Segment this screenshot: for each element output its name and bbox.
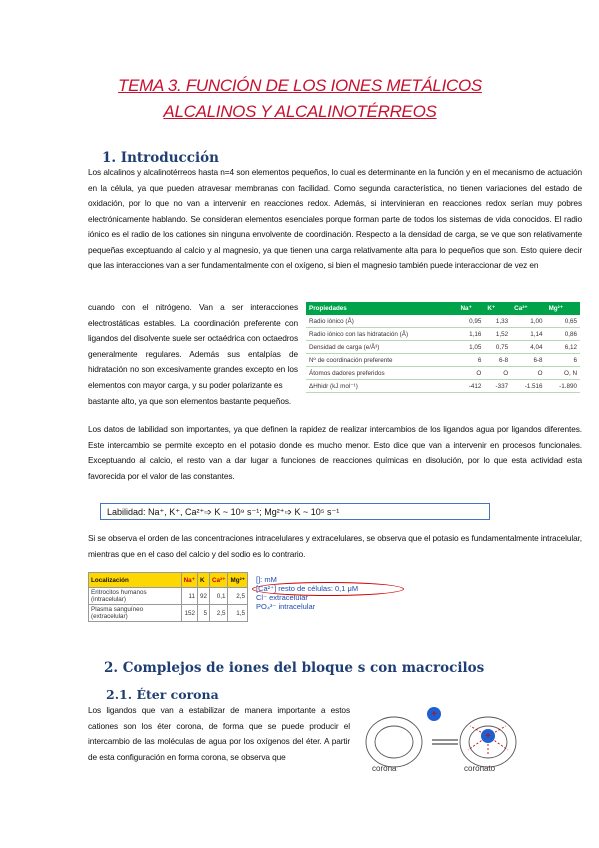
table-cell: Plasma sanguíneo (extracelular) [89, 605, 182, 622]
table-cell: 6-8 [484, 354, 511, 367]
table-cell: 6-8 [511, 354, 545, 367]
plus-sign: + [485, 731, 491, 742]
table-row [306, 328, 580, 341]
table-cell: 92 [197, 588, 209, 605]
table-row [306, 380, 580, 393]
table-cell: 1,00 [511, 315, 545, 328]
table-cell: ΔHhidr (kJ mol⁻¹) [306, 380, 458, 393]
table-cell: -337 [484, 380, 511, 393]
crown-ether-figure [356, 706, 546, 776]
intro-paragraph: Los alcalinos y alcalinotérreos hasta n=4 son elementos pequeños, lo cual es determinante en la función y en el mecanismo de actuación en la célula, ya que pueden atravesar membranas con facilidad. Como segunda característica, no tienen variaciones del estado de oxidación, por lo que no van a intervenir en reacciones redox. Además, si intervinieran en reacciones redox serían muy pobres electrónicamente hablando. Se consideran elementos esenciales porque forman parte de todos los sistemas de vida conocidos. El radio iónico es el radio de los cationes sin ninguna envolvente de coordinación. Respecto a la densidad de carga, se ve que son relativamente pequeñas exceptuando al calcio y al magnesio, ya que tienen una carga relativamente alta para lo pequeños que son. Esto quiere decir que las interacciones van a ser fundamentalmente con el oxígeno, si bien el magnesio también puede interaccionar de vez en [88, 167, 582, 270]
table-cell: O [458, 367, 485, 380]
header-cell: Na⁺ [458, 302, 485, 315]
corona-ring [366, 717, 422, 767]
table-cell: 11 [181, 588, 197, 605]
table-cell: O [484, 367, 511, 380]
section-1-heading: 1. Introducción [102, 150, 219, 166]
plus-sign: + [431, 709, 437, 720]
table-cell: 1,14 [511, 328, 545, 341]
table-cell: Radio iónico con las hidratación (Å) [306, 328, 458, 341]
header-cell: Ca²⁺ [210, 573, 228, 588]
table-cell: 1,33 [484, 315, 511, 328]
table-cell: -1.516 [511, 380, 545, 393]
table-cell: 1,16 [458, 328, 485, 341]
note-phosphate: PO₄³⁻ intracelular [256, 602, 316, 611]
header-cell: Mg²⁺ [228, 573, 248, 588]
coronato-label: coronato [464, 764, 496, 773]
table-cell: 1,5 [228, 605, 248, 622]
red-annotation-circle [252, 582, 404, 596]
table-cell: 0,86 [546, 328, 580, 341]
table-row [306, 367, 580, 380]
note-calcium: [Ca²⁺] resto de células: 0,1 μM [256, 584, 359, 593]
table-cell: -1.890 [546, 380, 580, 393]
table-cell: 0,65 [546, 315, 580, 328]
table-cell: Nº de coordinación preferente [306, 354, 458, 367]
lability-formula-box: Labilidad: Na⁺, K⁺, Ca²⁺➩ K ~ 10⁹ s⁻¹; Mg²⁺➩ K ~ 10⁵ s⁻¹ [100, 503, 490, 520]
header-cell: Propiedades [306, 302, 458, 315]
table-header-row [306, 302, 580, 315]
table-cell: Átomos dadores preferidos [306, 367, 458, 380]
table-cell: Eritrocitos humanos (intracelular) [89, 588, 182, 605]
concentration-paragraph: Si se observa el orden de las concentraciones intracelulares y extracelulares, se observa que el potasio es fundamentalmente intracelular, mientras que en el caso del calcio y del sodio es lo contrario. [88, 533, 582, 559]
table-header-row [89, 573, 248, 588]
table-cell: O [511, 367, 545, 380]
table-cell: 6 [546, 354, 580, 367]
table-row [89, 588, 248, 605]
intro-side-paragraph: cuando con el nitrógeno. Van a ser interacciones electrostáticas estables. La coordinación preferente con ligandos del disolvente suele ser octaédrica con octaedros generalmente regulares. Además sus entalpías de hidratación no son excesivamente grandes excepto en los elementos con mayor carga, y su poder polarizante es [88, 302, 298, 390]
table-row [306, 315, 580, 328]
corona-label: corona [372, 764, 397, 773]
intro-end-line: bastante alto, ya que son elementos bastante pequeños. [88, 396, 292, 406]
table-row [306, 354, 580, 367]
concentration-table [88, 572, 248, 622]
table-row [306, 341, 580, 354]
ion-properties-table [306, 302, 580, 393]
crown-ether-paragraph: Los ligandos que van a estabilizar de manera importante a estos cationes son los éter corona, de forma que se puede producir el intercambio de las moléculas de agua por los oxígenos del éter. A partir de esta configuración en forma corona, se observa que [88, 705, 350, 762]
note-units: []: mM [256, 575, 277, 584]
section-2-heading: 2. Complejos de iones del bloque s con macrocilos [104, 660, 485, 676]
table-cell: 0,1 [210, 588, 228, 605]
table-cell: Radio iónico (Å) [306, 315, 458, 328]
table-cell: 6 [458, 354, 485, 367]
table-row [89, 605, 248, 622]
table-cell: O, N [546, 367, 580, 380]
header-cell: K⁺ [484, 302, 511, 315]
subsection-2-1-heading: 2.1. Éter corona [106, 687, 219, 702]
note-chloride: Cl⁻ extracelular [256, 593, 308, 602]
header-cell: Localización [89, 573, 182, 588]
table-cell: 6,12 [546, 341, 580, 354]
table-cell: 5 [197, 605, 209, 622]
table-cell: 1,05 [458, 341, 485, 354]
title-line-2: ALCALINOS Y ALCALINOTÉRREOS [163, 102, 437, 121]
header-cell: Ca²⁺ [511, 302, 545, 315]
lability-paragraph: Los datos de labilidad son importantes, ya que definen la rapidez de realizar intercambios de los ligandos agua por ligandos diferentes. Este intercambio se permite excepto en el potasio donde es mucho menor. Esto dice que van a intervenir en procesos funcionales. Exceptuando al calcio, el resto van a dar lugar a funciones de reacciones químicas en disolución, por lo que esta actividad esta favorecida por el valor de las constantes. [88, 424, 582, 481]
table-cell: 2,5 [228, 588, 248, 605]
header-cell: Na⁺ [181, 573, 197, 588]
header-cell: K [197, 573, 209, 588]
table-cell: 0,95 [458, 315, 485, 328]
table-cell: 2,5 [210, 605, 228, 622]
table-cell: 1,52 [484, 328, 511, 341]
header-cell: Mg²⁺ [546, 302, 580, 315]
table-cell: 0,75 [484, 341, 511, 354]
table-cell: Densidad de carga (e/Å³) [306, 341, 458, 354]
table-cell: 152 [181, 605, 197, 622]
table-cell: 4,04 [511, 341, 545, 354]
title-line-1: TEMA 3. FUNCIÓN DE LOS IONES METÁLICOS [118, 76, 482, 95]
table-cell: -412 [458, 380, 485, 393]
